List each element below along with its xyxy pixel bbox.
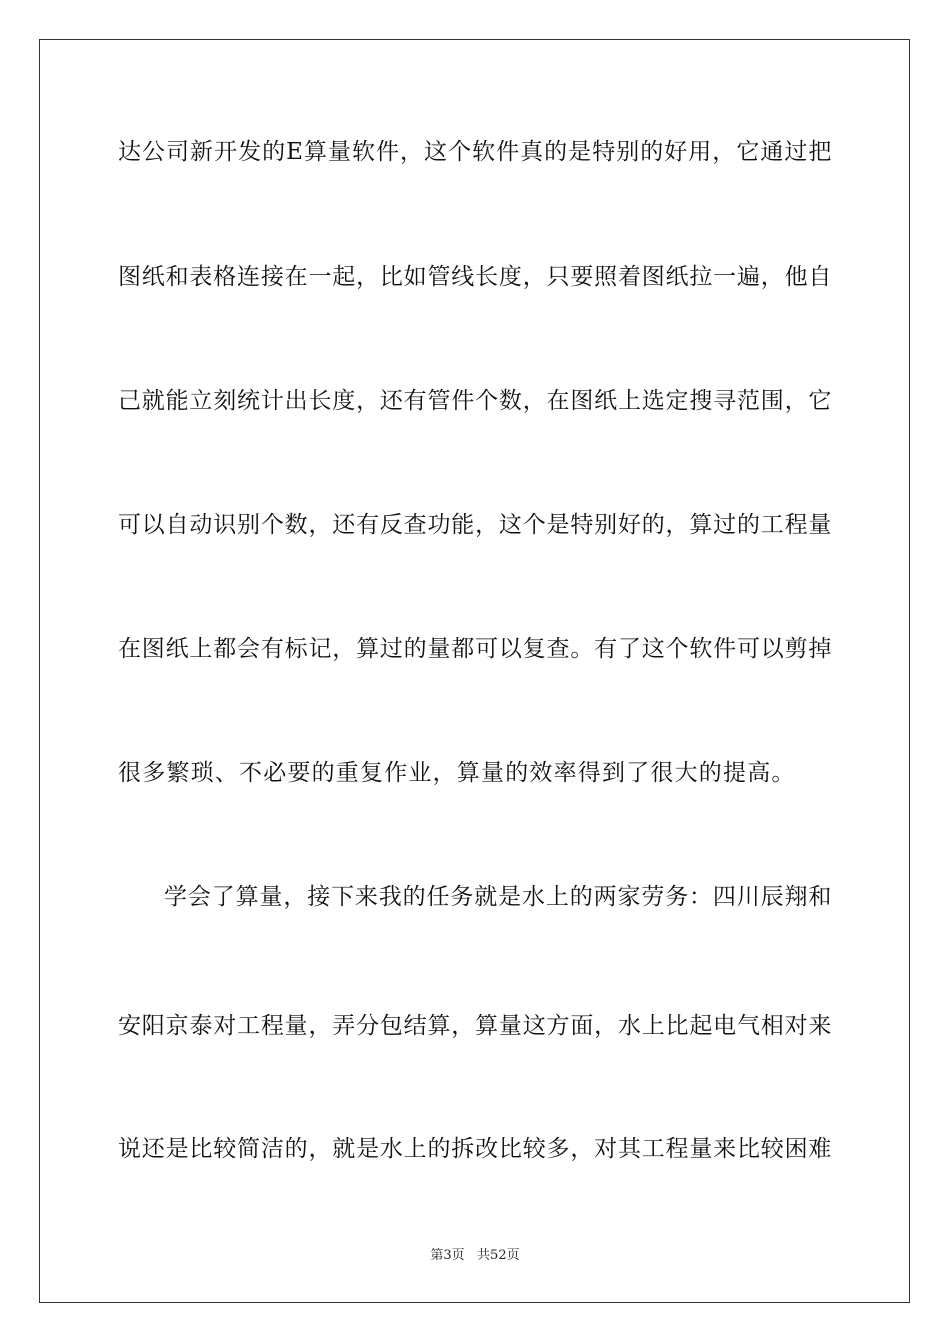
paragraph-line-9: 说还是比较简洁的，就是水上的拆改比较多，对其工程量来比较困难 [118,1136,832,1162]
paragraph-line-2: 图纸和表格连接在一起，比如管线长度，只要照着图纸拉一遍，他自 [118,264,832,290]
paragraph-line-6: 很多繁琐、不必要的重复作业，算量的效率得到了很大的提高。 [118,760,796,786]
paragraph-line-7: 学会了算量，接下来我的任务就是水上的两家劳务：四川辰翔和 [164,884,832,910]
paragraph-line-3: 己就能立刻统计出长度，还有管件个数，在图纸上选定搜寻范围，它 [118,388,832,414]
paragraph-line-1: 达公司新开发的E算量软件，这个软件真的是特别的好用，它通过把 [118,139,832,165]
page-border [39,39,910,1303]
paragraph-line-4: 可以自动识别个数，还有反查功能，这个是特别好的，算过的工程量 [118,512,832,538]
paragraph-line-5: 在图纸上都会有标记，算过的量都可以复查。有了这个软件可以剪掉 [118,636,832,662]
page-number-footer: 第3页 共52页 [430,1248,520,1263]
paragraph-line-8: 安阳京泰对工程量，弄分包结算，算量这方面，水上比起电气相对来 [118,1013,832,1039]
